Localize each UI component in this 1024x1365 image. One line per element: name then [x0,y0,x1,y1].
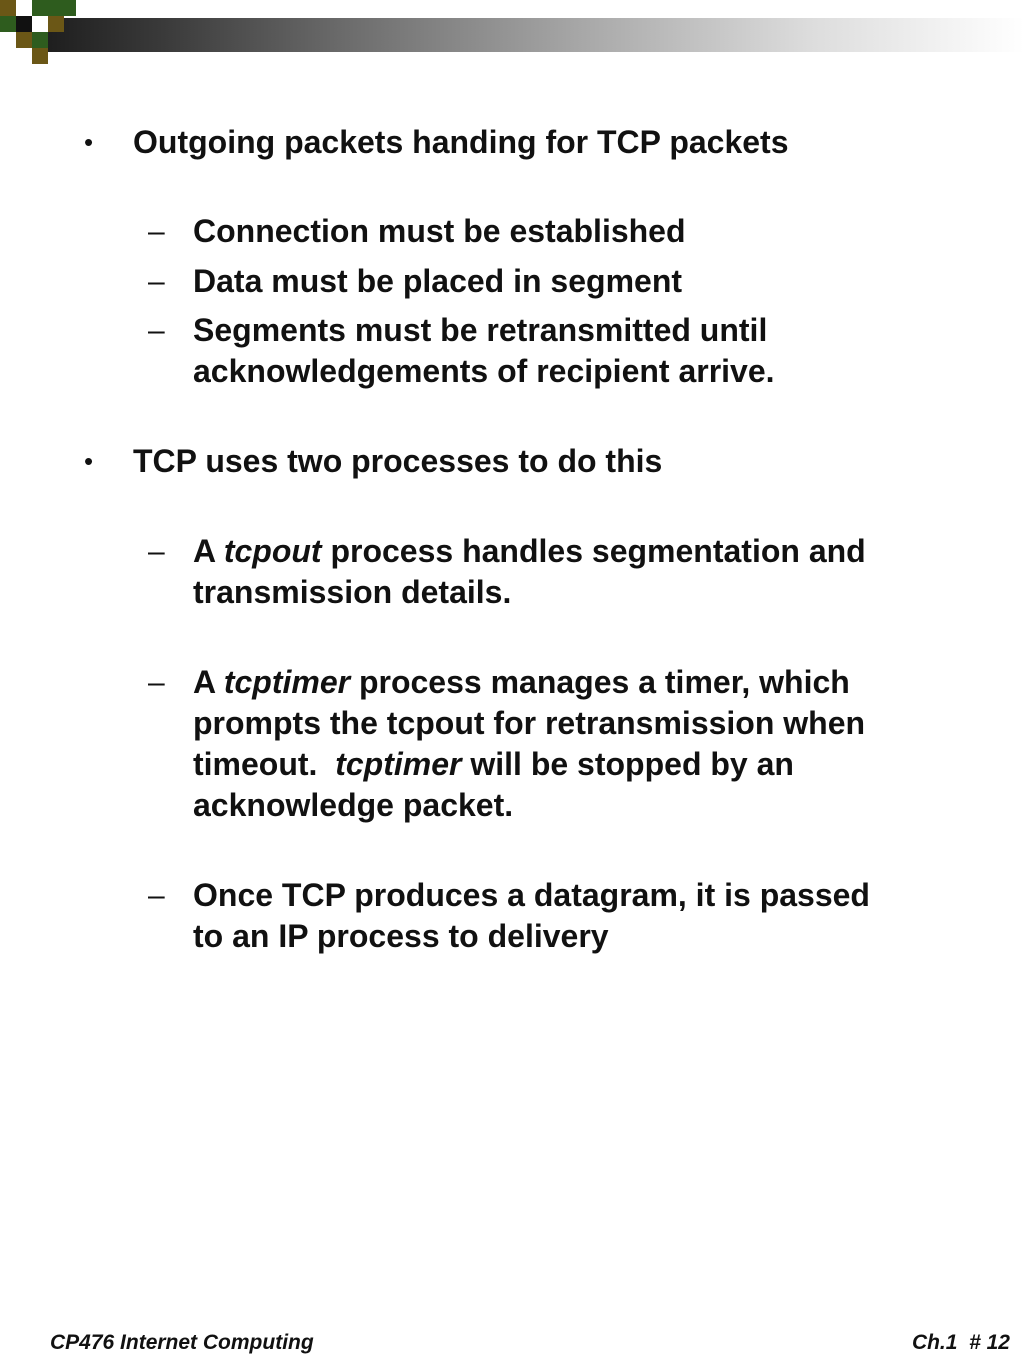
bullet-text: Outgoing packets handing for TCP packets [133,124,789,160]
dash-symbol: – [148,879,165,912]
header-square [60,0,76,16]
text-line: Segments must be retransmitted until [193,312,768,348]
sub-bullet-text: Data must be placed in segment [193,263,683,299]
sub-bullet-text [193,875,933,957]
dash-symbol: – [148,535,165,568]
header-square [0,48,16,64]
dash-symbol: – [148,265,165,298]
text-line: acknowledgements of recipient arrive. [193,353,775,389]
bullet-text: TCP uses two processes to do this [133,443,663,479]
process-name: tcptimer [223,664,351,700]
text-run: process handles segmentation and [321,533,866,569]
text-line: prompts the tcpout for retransmission when [193,705,866,741]
process-name: tcptimer [335,746,462,782]
text-run: process manages a timer, which [350,664,850,700]
header-square [32,0,48,16]
sub-bullet-text [193,531,933,613]
header-square [32,16,48,32]
header-square [16,0,32,16]
sub-bullet-text [193,662,933,826]
text-line: acknowledge packet. [193,787,514,823]
sub-bullet-item [0,531,1024,613]
header-square [0,0,16,16]
header-square [48,16,64,32]
sub-bullet-item [0,310,1024,392]
bullet-symbol: • [84,127,94,157]
sub-bullet-item [0,261,1024,302]
header-square [16,16,32,32]
header-gradient-strip [46,18,1024,52]
sub-bullet-item [0,211,1024,252]
sub-bullet-text: Connection must be established [193,213,686,249]
dash-symbol: – [148,215,165,248]
header-square [0,16,16,32]
text-line: to an IP process to delivery [193,918,609,954]
text-run: A [193,533,224,569]
text-line: transmission details. [193,574,512,610]
sub-bullet-item [0,662,1024,826]
header-square [0,32,16,48]
sub-bullet-text [193,310,933,392]
footer-page-number: Ch.1 # 12 [911,1331,1010,1354]
header-square [16,32,32,48]
text-line: Once TCP produces a datagram, it is passed [193,877,870,913]
text-run: will be stopped by an [461,746,794,782]
header-square [32,32,48,48]
dash-symbol: – [148,666,165,699]
header-square [32,48,48,64]
bullet-symbol: • [84,446,94,476]
process-name: tcpout [223,533,322,569]
sub-bullet-item [0,875,1024,957]
bullet-item [0,122,1024,163]
bullet-item [0,441,1024,482]
text-run: A [193,664,224,700]
footer-course: CP476 Internet Computing [50,1331,314,1354]
text-run: timeout. [193,746,336,782]
dash-symbol: – [148,314,165,347]
header-decoration [0,0,1024,70]
